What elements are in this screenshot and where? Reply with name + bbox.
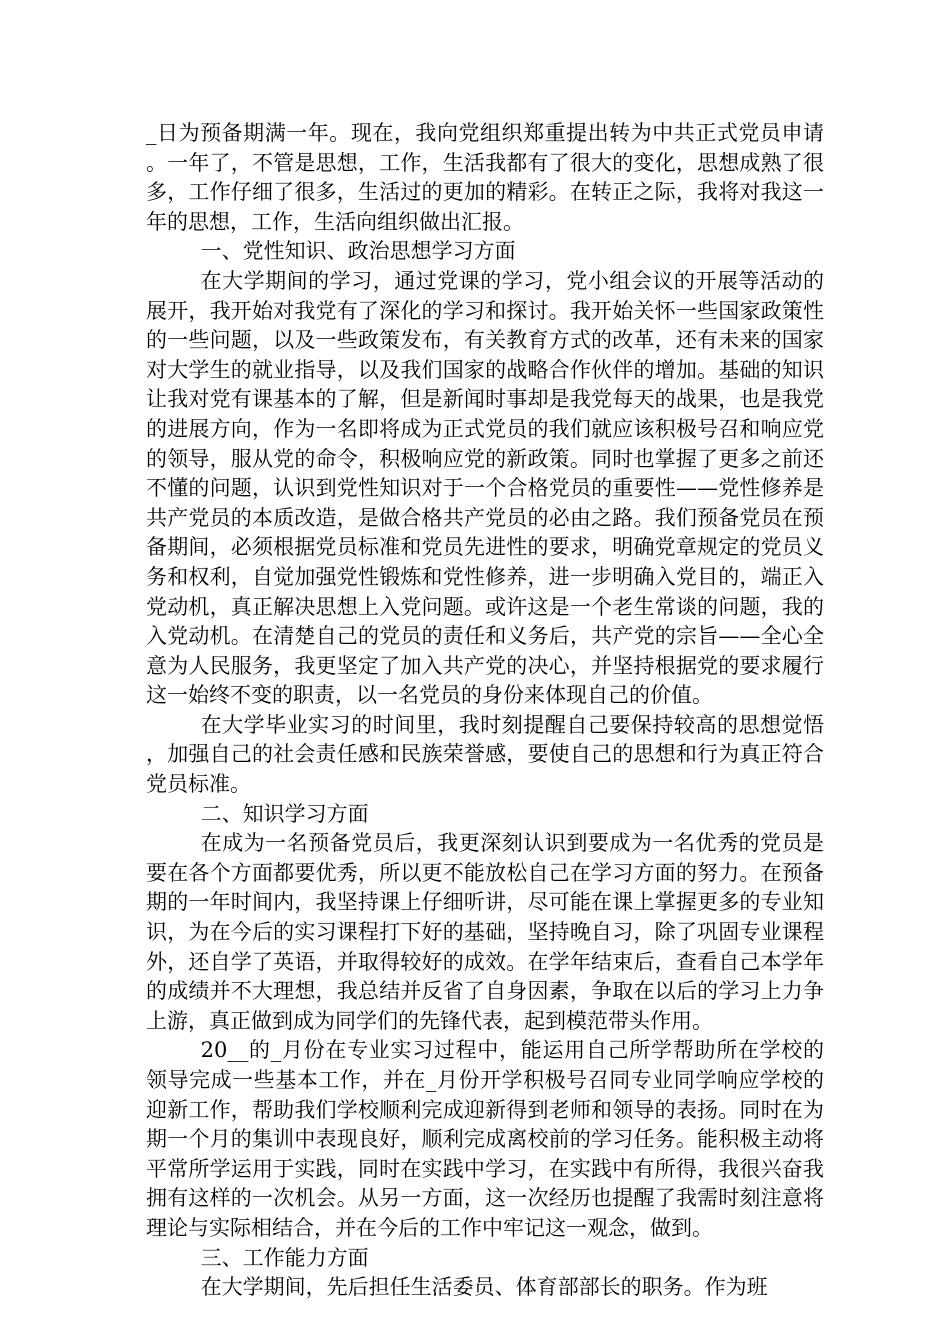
paragraph-intro: _日为预备期满一年。现在，我向党组织郑重提出转为中共正式党员申请。一年了，不管是思想，工作，生活我都有了很大的变化，思想成熟了很多，工作仔细了很多，生活过的更加的精彩。在转正之际，我将对我这一年的思想，工作，生活向组织做出汇报。 — [146, 121, 824, 234]
paragraph-party-study: 在大学期间的学习，通过党课的学习，党小组会议的开展等活动的展开，我开始对我党有了深化的学习和探讨。我开始关怀一些国家政策性的一些问题，以及一些政策发布，有关教育方式的改革，还有未来的国家对大学生的就业指导，以及我们国家的战略合作伙伴的增加。基础的知识让我对党有课基本的了解，但是新闻时事却是我党每天的战果，也是我党的进展方向，作为一名即将成为正式党员的我们就应该积极号召和响应党的领导，服从党的命令，积极响应党的新政策。同时也掌握了更多之前还不懂的问题，认识到党性知识对于一个合格党员的重要性——党性修养是共产党员的本质改造，是做合格共产党员的必由之路。我们预备党员在预备期间，必须根据党员标准和党员先进性的要求，明确党章规定的党员义务和权利，自觉加强党性锻炼和党性修养，进一步明确入党目的，端正入党动机，真正解决思想上入党问题。或许这是一个老生常谈的问题，我的入党动机。在清楚自己的党员的责任和义务后，共产党的宗旨——全心全意为人民服务，我更坚定了加入共产党的决心，并坚持根据党的要求履行这一始终不变的职责，以一名党员的身份来体现自己的价值。 — [146, 268, 824, 708]
document-page — [146, 119, 824, 1303]
paragraph-internship-awareness: 在大学毕业实习的时间里，我时刻提醒自己要保持较高的思想觉悟，加强自己的社会责任感和民族荣誉感，要使自己的思想和行为真正符合党员标准。 — [146, 712, 824, 797]
paragraph-study-effort: 在成为一名预备党员后，我更深刻认识到要成为一名优秀的党员是要在各个方面都要优秀，所以更不能放松自己在学习方面的努力。在预备期的一年时间内，我坚持课上仔细听讲，尽可能在课上掌握更多的专业知识，为在今后的实习课程打下好的基础，坚持晚自习，除了巩固专业课程外，还自学了英语，并取得较好的成效。在学年结束后，查看自己本学年的成绩并不大理想，我总结并反省了自身因素，争取在以后的学习上力争上游，真正做到成为同学们的先锋代表，起到模范带头作用。 — [146, 831, 824, 1033]
paragraph-practice: 20__的_月份在专业实习过程中，能运用自己所学帮助所在学校的领导完成一些基本工作，并在_月份开学积极号召同专业同学响应学校的迎新工作，帮助我们学校顺利完成迎新得到老师和领导的表扬。同时在为期一个月的集训中表现良好，顺利完成离校前的学习任务。能积极主动将平常所学运用于实践，同时在实践中学习，在实践中有所得，我很兴奋我拥有这样的一次机会。从另一方面，这一次经历也提醒了我需时刻注意将理论与实际相结合，并在今后的工作中牢记这一观念，做到。 — [146, 1038, 824, 1240]
section-heading-knowledge-study: 二、知识学习方面 — [200, 801, 369, 826]
section-heading-work-ability: 三、工作能力方面 — [200, 1245, 369, 1270]
paragraph-work-roles: 在大学期间，先后担任生活委员、体育部部长的职务。作为班 — [200, 1275, 768, 1300]
section-heading-party-knowledge: 一、党性知识、政治思想学习方面 — [200, 239, 516, 264]
